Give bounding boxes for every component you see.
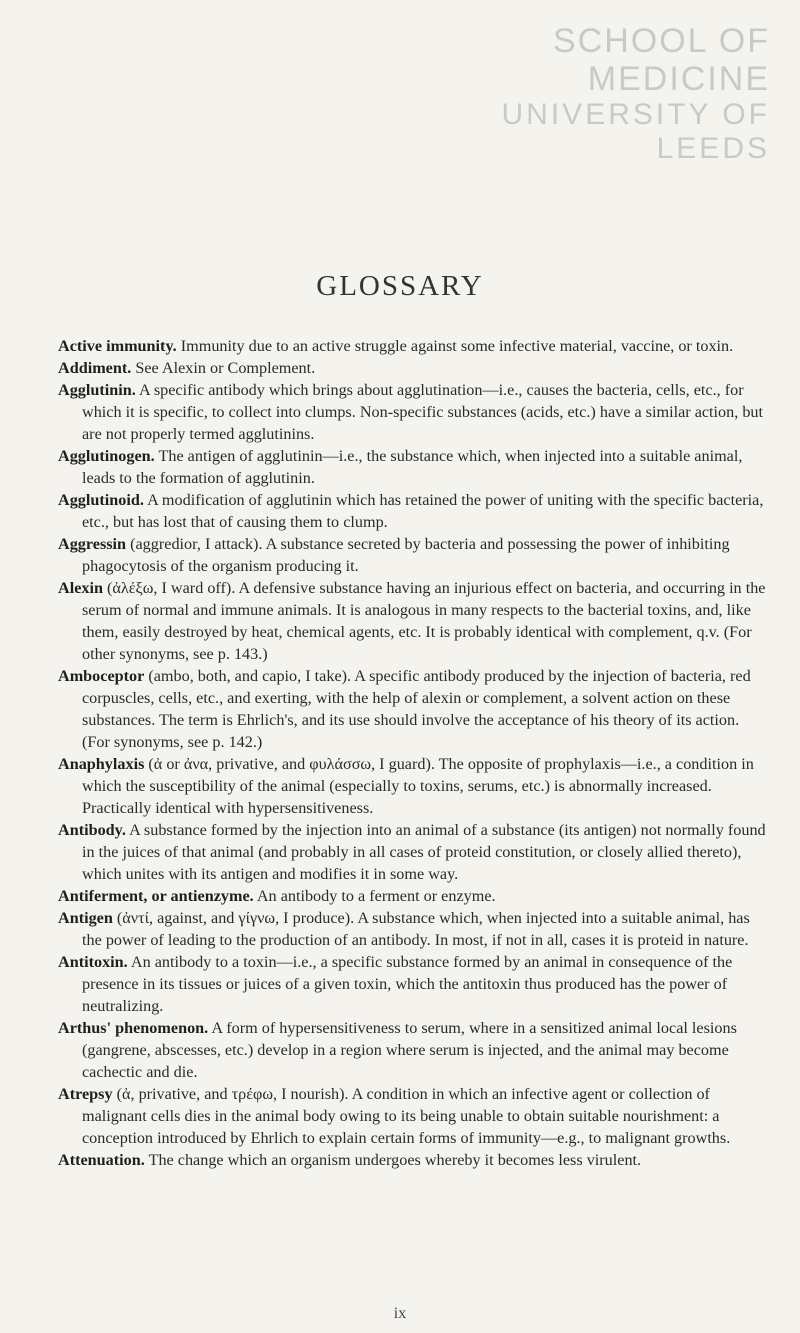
glossary-entry <box>58 335 770 357</box>
entry-definition: (ἀντί, against, and γίγνω, I produce). A substance which, when injected into a suitable animal, has the power of leading to the production of an antibody. In most, if not in all, cases it is proteid in nature. <box>82 909 750 949</box>
glossary-entry <box>58 907 770 951</box>
entry-term: Alexin <box>58 579 103 597</box>
glossary-entry <box>58 577 770 665</box>
entry-definition: Immunity due to an active struggle against some infective material, vaccine, or toxin. <box>180 337 734 355</box>
entry-definition: (ἀλέξω, I ward off). A defensive substance having an injurious effect on bacteria, and occurring in the serum of normal and immune animals. It is analogous in many respects to the bacterial toxins, and, like them, easily destroyed by heat, chemical agents, etc. It is probably identical with complement, q.v. (For other synonyms, see p. 143.) <box>82 579 766 663</box>
glossary-entry <box>58 885 770 907</box>
glossary-entry <box>58 357 770 379</box>
entry-term: Arthus' phenomenon. <box>58 1019 209 1037</box>
entry-definition: (ἀ, privative, and τρέφω, I nourish). A condition in which an infective agent or collection of malignant cells dies in the animal body owing to its being unable to obtain suitable nourishment: a conception introduced by Ehrlich to explain certain forms of immunity—e.g., to malignant growths. <box>82 1085 731 1147</box>
glossary-entry <box>58 819 770 885</box>
page-number: ix <box>393 1305 407 1322</box>
entry-definition: A specific antibody which brings about agglutination—i.e., causes the bacteria, cells, etc., for which it is specific, to collect into clumps. Non-specific substances (acids, etc.) have a similar action, but are not properly termed agglutinins. <box>82 381 764 443</box>
entry-term: Agglutinoid. <box>58 491 144 509</box>
entry-term: Antigen <box>58 909 113 927</box>
library-stamp <box>390 22 770 166</box>
entry-definition: See Alexin or Complement. <box>135 359 316 377</box>
entry-definition: A form of hypersensitiveness to serum, where in a sensitized animal local lesions (gangrene, abscesses, etc.) develop in a region where serum is injected, and the animal may become cachectic and die. <box>82 1019 737 1081</box>
entry-term: Amboceptor <box>58 667 145 685</box>
entry-term: Addiment. <box>58 359 132 377</box>
entry-definition: The change which an organism undergoes whereby it becomes less virulent. <box>148 1151 642 1169</box>
entry-term: Active immunity. <box>58 337 177 355</box>
entry-term: Atrepsy <box>58 1085 113 1103</box>
glossary-entry <box>58 665 770 753</box>
glossary-list <box>58 335 770 1171</box>
glossary-entry <box>58 489 770 533</box>
glossary-entry <box>58 1149 770 1171</box>
entry-definition: An antibody to a ferment or enzyme. <box>256 887 496 905</box>
glossary-entry <box>58 1083 770 1149</box>
stamp-line-school: SCHOOL OF MEDICINE <box>553 22 770 98</box>
entry-definition: A substance formed by the injection into an animal of a substance (its antigen) not normally found in the juices of that animal (and probably in all cases of proteid constitution, or closely allied thereto), which unites with its antigen and modifies it in some way. <box>82 821 766 883</box>
stamp-line-university: UNIVERSITY OF LEEDS <box>501 98 770 165</box>
entry-term: Agglutinogen. <box>58 447 155 465</box>
entry-term: Antibody. <box>58 821 126 839</box>
entry-definition: (ἀ or ἀνα, privative, and φυλάσσω, I guard). The opposite of prophylaxis—i.e., a condition in which the susceptibility of the animal (especially to toxins, serums, etc.) is abnormally increased. Practically identical with hypersensitiveness. <box>82 755 754 817</box>
entry-term: Aggressin <box>58 535 127 553</box>
glossary-entry <box>58 533 770 577</box>
glossary-entry <box>58 753 770 819</box>
entry-definition: (ambo, both, and capio, I take). A specific antibody produced by the injection of bacteria, red corpuscles, cells, etc., and exerting, with the help of alexin or complement, a solvent action on these substances. The term is Ehrlich's, and its use should involve the acceptance of his theory of its action. (For synonyms, see p. 142.) <box>82 667 751 751</box>
entry-definition: (aggredior, I attack). A substance secreted by bacteria and possessing the power of inhibiting phagocytosis of the organism producing it. <box>82 535 730 575</box>
glossary-entry <box>58 445 770 489</box>
entry-term: Anaphylaxis <box>58 755 145 773</box>
page-title: GLOSSARY <box>316 270 484 302</box>
glossary-entry <box>58 951 770 1017</box>
entry-definition: An antibody to a toxin—i.e., a specific substance formed by an animal in consequence of the presence in its tissues or juices of a given toxin, which the antitoxin thus produced has the power of neutralizing. <box>82 953 733 1015</box>
glossary-entry <box>58 379 770 445</box>
entry-term: Agglutinin. <box>58 381 136 399</box>
entry-term: Antiferment, or antienzyme. <box>58 887 254 905</box>
entry-definition: The antigen of agglutinin—i.e., the substance which, when injected into a suitable animal, leads to the formation of agglutinin. <box>82 447 743 487</box>
glossary-entry <box>58 1017 770 1083</box>
entry-term: Antitoxin. <box>58 953 128 971</box>
entry-definition: A modification of agglutinin which has retained the power of uniting with the specific bacteria, etc., but has lost that of causing them to clump. <box>82 491 764 531</box>
entry-term: Attenuation. <box>58 1151 145 1169</box>
